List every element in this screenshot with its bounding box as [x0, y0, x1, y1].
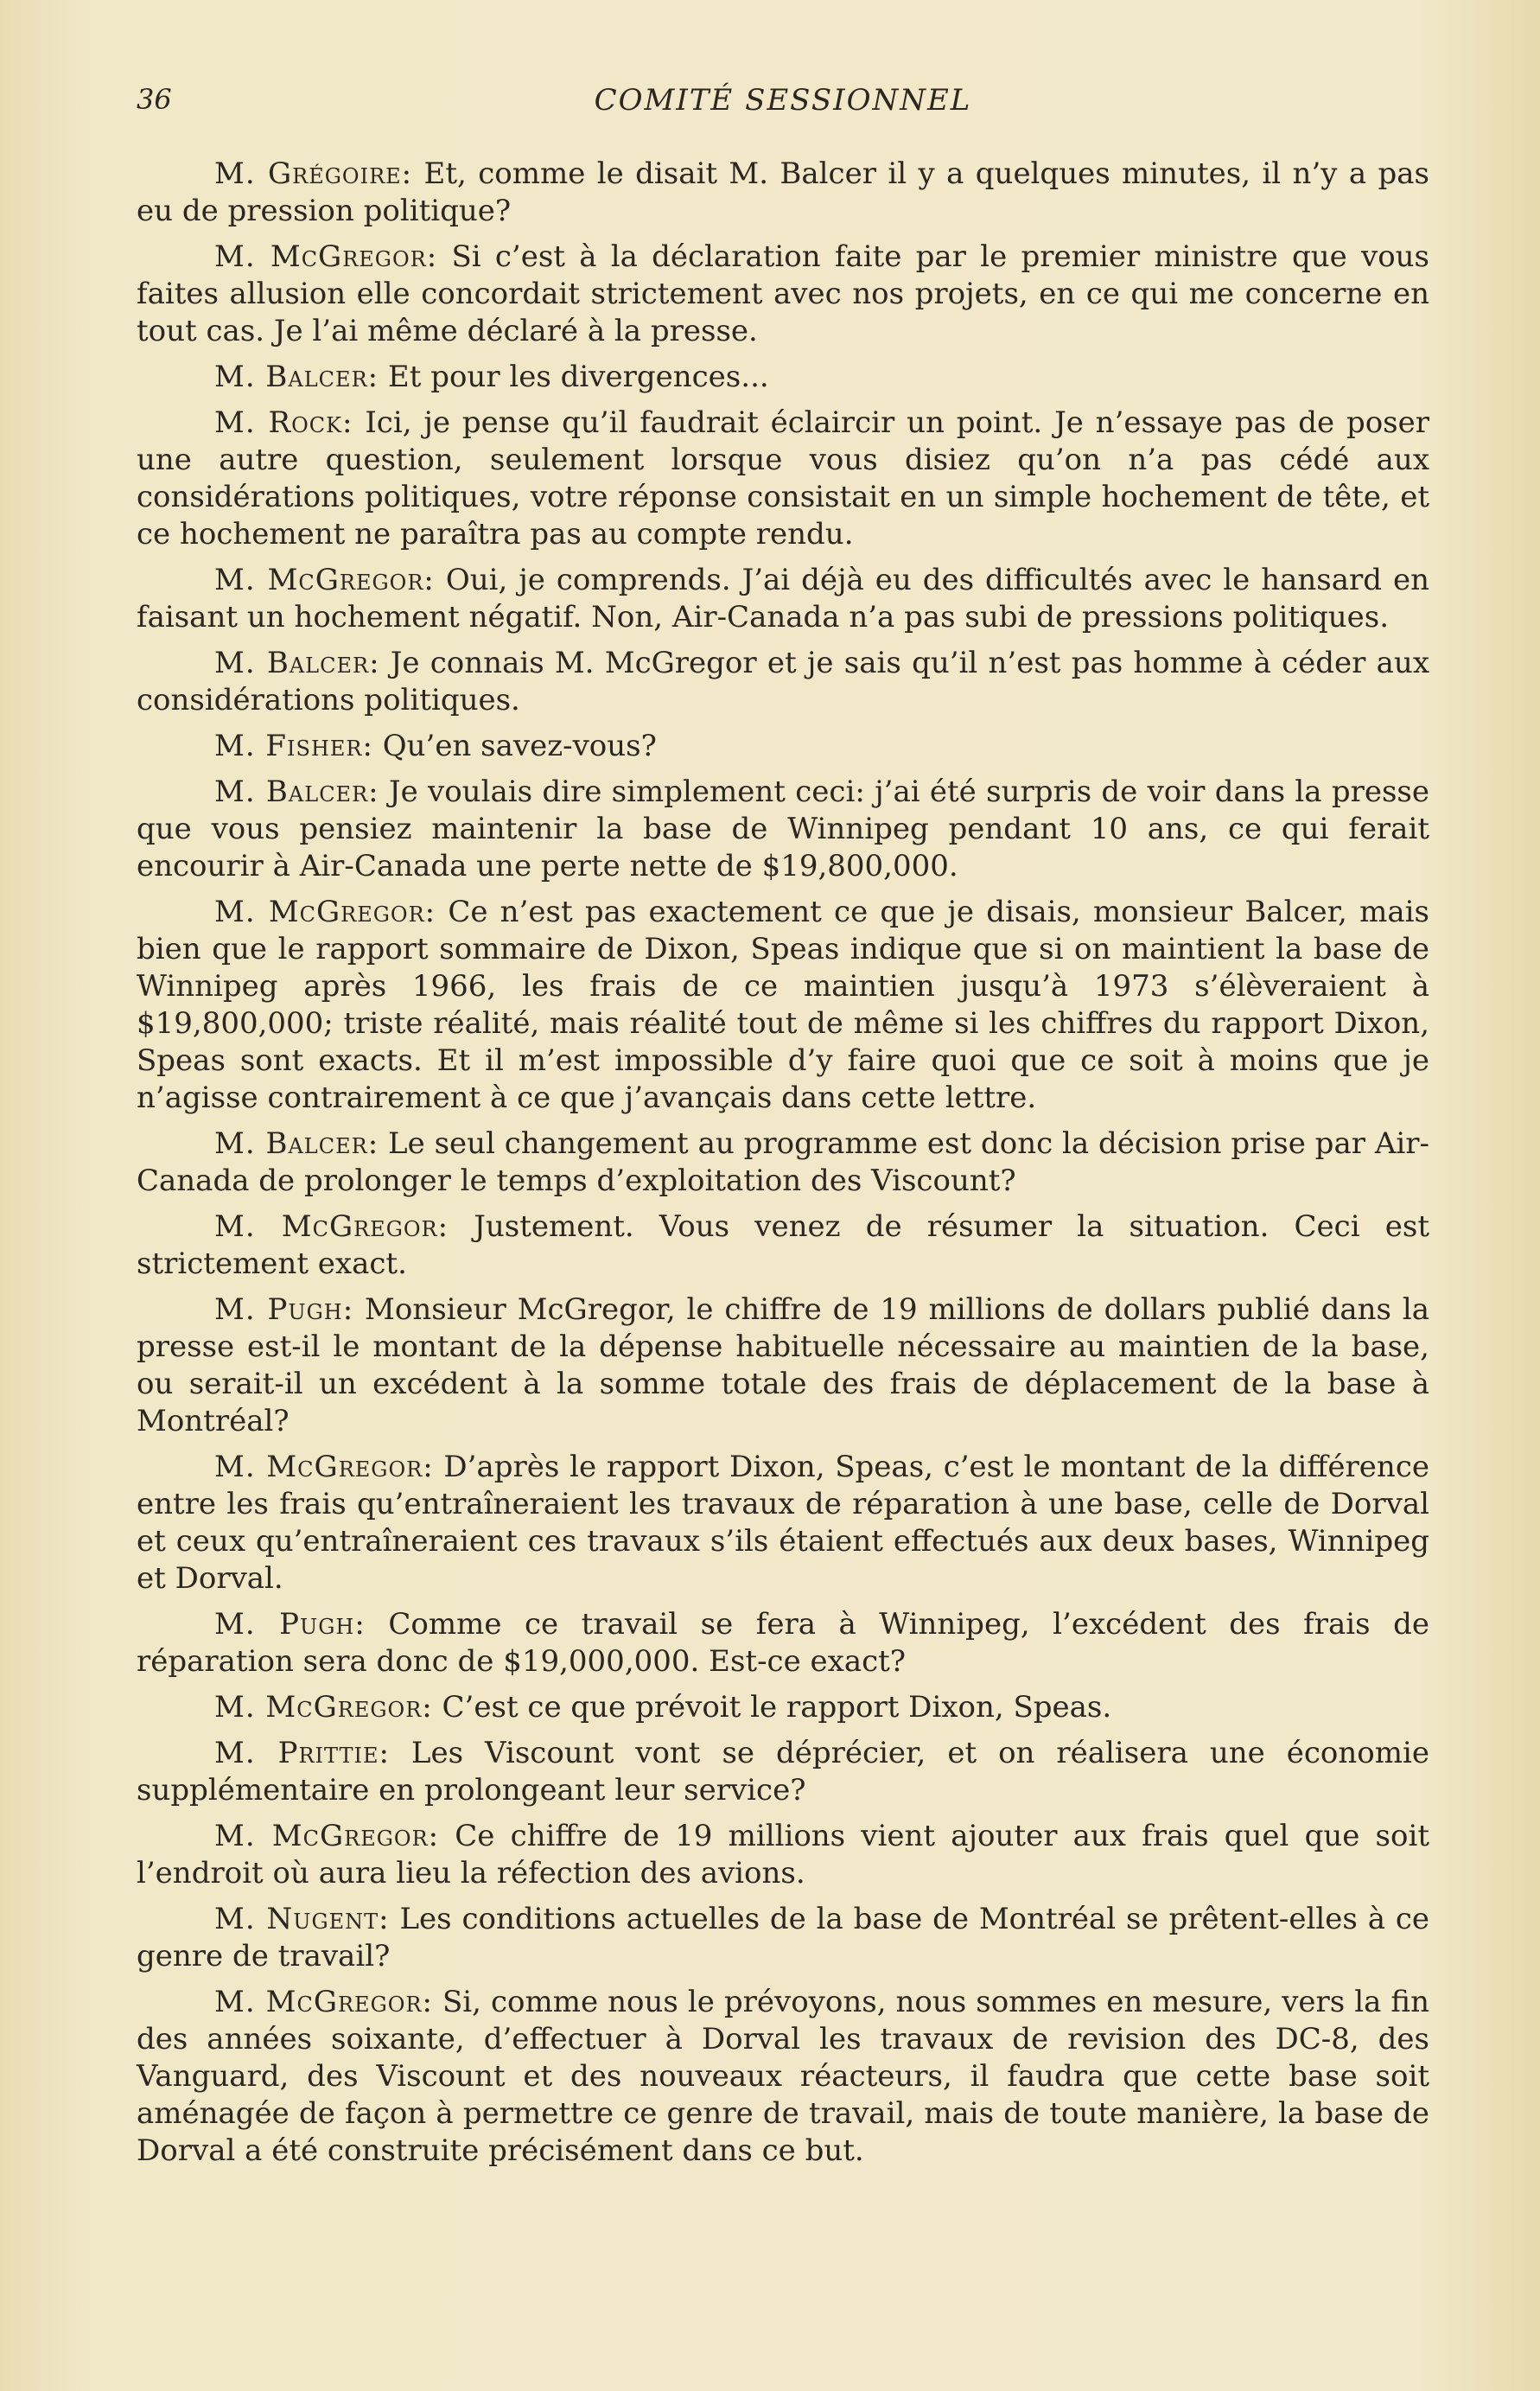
speaker-name: M. Balcer:	[214, 1126, 379, 1161]
transcript-paragraph	[137, 894, 1429, 1117]
speaker-name: M. Nugent:	[214, 1902, 390, 1936]
transcript-paragraph	[137, 1689, 1429, 1726]
paragraph-text: Je voulais dire simplement ceci: j’ai été surpris de voir dans la presse que vous pensiez maintenir la base de Winnipeg pendant 10 ans, ce qui ferait encourir à Air-Canada une perte nette de $19,800,000.	[137, 775, 1430, 883]
transcript-paragraph	[137, 405, 1429, 553]
paragraph-text: Oui, je comprends. J’ai déjà eu des difficultés avec le hansard en faisant un hochement négatif. Non, Air-Canada n’a pas subi de pressions politiques.	[137, 563, 1429, 634]
paragraph-text: Justement. Vous venez de résumer la situation. Ceci est strictement exact.	[137, 1209, 1429, 1281]
transcript-paragraph	[137, 1291, 1429, 1440]
paragraph-text: Les conditions actuelles de la base de Montréal se prêtent-elles à ce genre de travail?	[137, 1902, 1429, 1973]
paragraph-text: Ce chiffre de 19 millions vient ajouter aux frais quel que soit l’endroit où aura lieu la réfection des avions.	[137, 1819, 1429, 1890]
page-header	[137, 76, 1429, 128]
speaker-name: M. Rock:	[214, 405, 353, 440]
paragraph-text: Qu’en savez-vous?	[382, 729, 657, 763]
transcript-paragraph	[137, 1735, 1429, 1809]
transcript-paragraph	[137, 774, 1429, 885]
paragraph-text: Ce n’est pas exactement ce que je disais, monsieur Balcer, mais bien que le rapport sommaire de Dixon, Speas indique que si on maintient la base de Winnipeg après 1966, les frais de ce maintien jusqu’à 1973 s’élèveraient à $19,800,000; triste réalité, mais réalité tout de même si les chiffres du rapport Dixon, Speas sont exacts. Et il m’est impossible d’y faire quoi que ce soit à moins que je n’agisse contrairement à ce que j’avançais dans cette lettre.	[137, 895, 1429, 1115]
paragraph-text: C’est ce que prévoit le rapport Dixon, Speas.	[442, 1690, 1112, 1725]
paragraph-text: Si, comme nous le prévoyons, nous sommes en mesure, vers la fin des années soixante, d’effectuer à Dorval les travaux de revision des DC-8, des Vanguard, des Viscount et des nouveaux réacteurs, il faudra que cette base soit aménagée de façon à permettre ce genre de travail, mais de toute manière, la base de Dorval a été construite précisément dans ce but.	[137, 1985, 1430, 2168]
transcript-paragraph	[137, 1125, 1429, 1200]
transcript-body	[137, 156, 1429, 2178]
transcript-paragraph	[137, 239, 1429, 350]
paragraph-text: Si c’est à la déclaration faite par le premier ministre que vous faites allusion elle concordait strictement avec nos projets, en ce qui me concerne en tout cas. Je l’ai même déclaré à la presse.	[137, 239, 1430, 348]
speaker-name: M. Balcer:	[214, 646, 380, 680]
speaker-name: M. Fisher:	[214, 729, 373, 763]
paragraph-text: Comme ce travail se fera à Winnipeg, l’excédent des frais de réparation sera donc de $19,000,000. Est-ce exact?	[137, 1607, 1430, 1679]
transcript-paragraph	[137, 1606, 1429, 1680]
transcript-paragraph	[137, 645, 1429, 719]
speaker-name: M. Prittie:	[214, 1736, 390, 1770]
paragraph-text: Et pour les divergences...	[387, 360, 769, 394]
speaker-name: M. McGregor:	[214, 895, 436, 929]
speaker-name: M. McGregor:	[214, 239, 438, 274]
speaker-name: M. Pugh:	[214, 1292, 354, 1327]
speaker-name: M. McGregor:	[214, 1690, 433, 1725]
speaker-name: M. Grégoire:	[214, 156, 413, 191]
speaker-name: M. Pugh:	[214, 1607, 366, 1642]
paragraph-text: Les Viscount vont se déprécier, et on réalisera une économie supplémentaire en prolongeant leur service?	[137, 1736, 1429, 1808]
speaker-name: M. Balcer:	[214, 775, 379, 809]
page-number: 36	[137, 83, 172, 116]
speaker-name: M. McGregor:	[214, 563, 435, 597]
transcript-paragraph	[137, 1818, 1429, 1892]
paragraph-text: Le seul changement au programme est donc la décision prise par Air-Canada de prolonger le temps d’exploitation des Viscount?	[137, 1126, 1430, 1198]
paragraph-text: Je connais M. McGregor et je sais qu’il n’est pas homme à céder aux considérations politiques.	[137, 646, 1430, 717]
paragraph-text: D’après le rapport Dixon, Speas, c’est le montant de la différence entre les frais qu’entraîneraient les travaux de réparation à une base, celle de Dorval et ceux qu’entraîneraient ces travaux s’ils étaient effectués aux deux bases, Winnipeg et Dorval.	[137, 1450, 1429, 1596]
transcript-paragraph	[137, 359, 1429, 396]
speaker-name: M. McGregor:	[214, 1450, 434, 1484]
speaker-name: M. McGregor:	[214, 1985, 433, 2019]
transcript-paragraph	[137, 1901, 1429, 1975]
transcript-paragraph	[137, 156, 1429, 230]
transcript-paragraph	[137, 1208, 1429, 1283]
running-title: COMITÉ SESSIONNEL	[594, 83, 972, 118]
speaker-name: M. Balcer:	[214, 360, 379, 394]
paragraph-text: Monsieur McGregor, le chiffre de 19 millions de dollars publié dans la presse est-il le montant de la dépense habituelle nécessaire au maintien de la base, ou serait-il un excédent à la somme totale des frais de déplacement de la base à Montréal?	[137, 1292, 1429, 1438]
transcript-paragraph	[137, 1449, 1429, 1597]
speaker-name: M. McGregor:	[214, 1819, 440, 1853]
speaker-name: M. McGregor:	[214, 1209, 449, 1244]
paragraph-text: Et, comme le disait M. Balcer il y a quelques minutes, il n’y a pas eu de pression politique?	[137, 156, 1429, 228]
transcript-paragraph	[137, 1984, 1429, 2170]
transcript-paragraph	[137, 562, 1429, 636]
paragraph-text: Ici, je pense qu’il faudrait éclaircir un point. Je n’essaye pas de poser une autre question, seulement lorsque vous disiez qu’on n’a pas cédé aux considérations politiques, votre réponse consistait en un simple hochement de tête, et ce hochement ne paraîtra pas au compte rendu.	[137, 405, 1430, 552]
transcript-paragraph	[137, 728, 1429, 765]
